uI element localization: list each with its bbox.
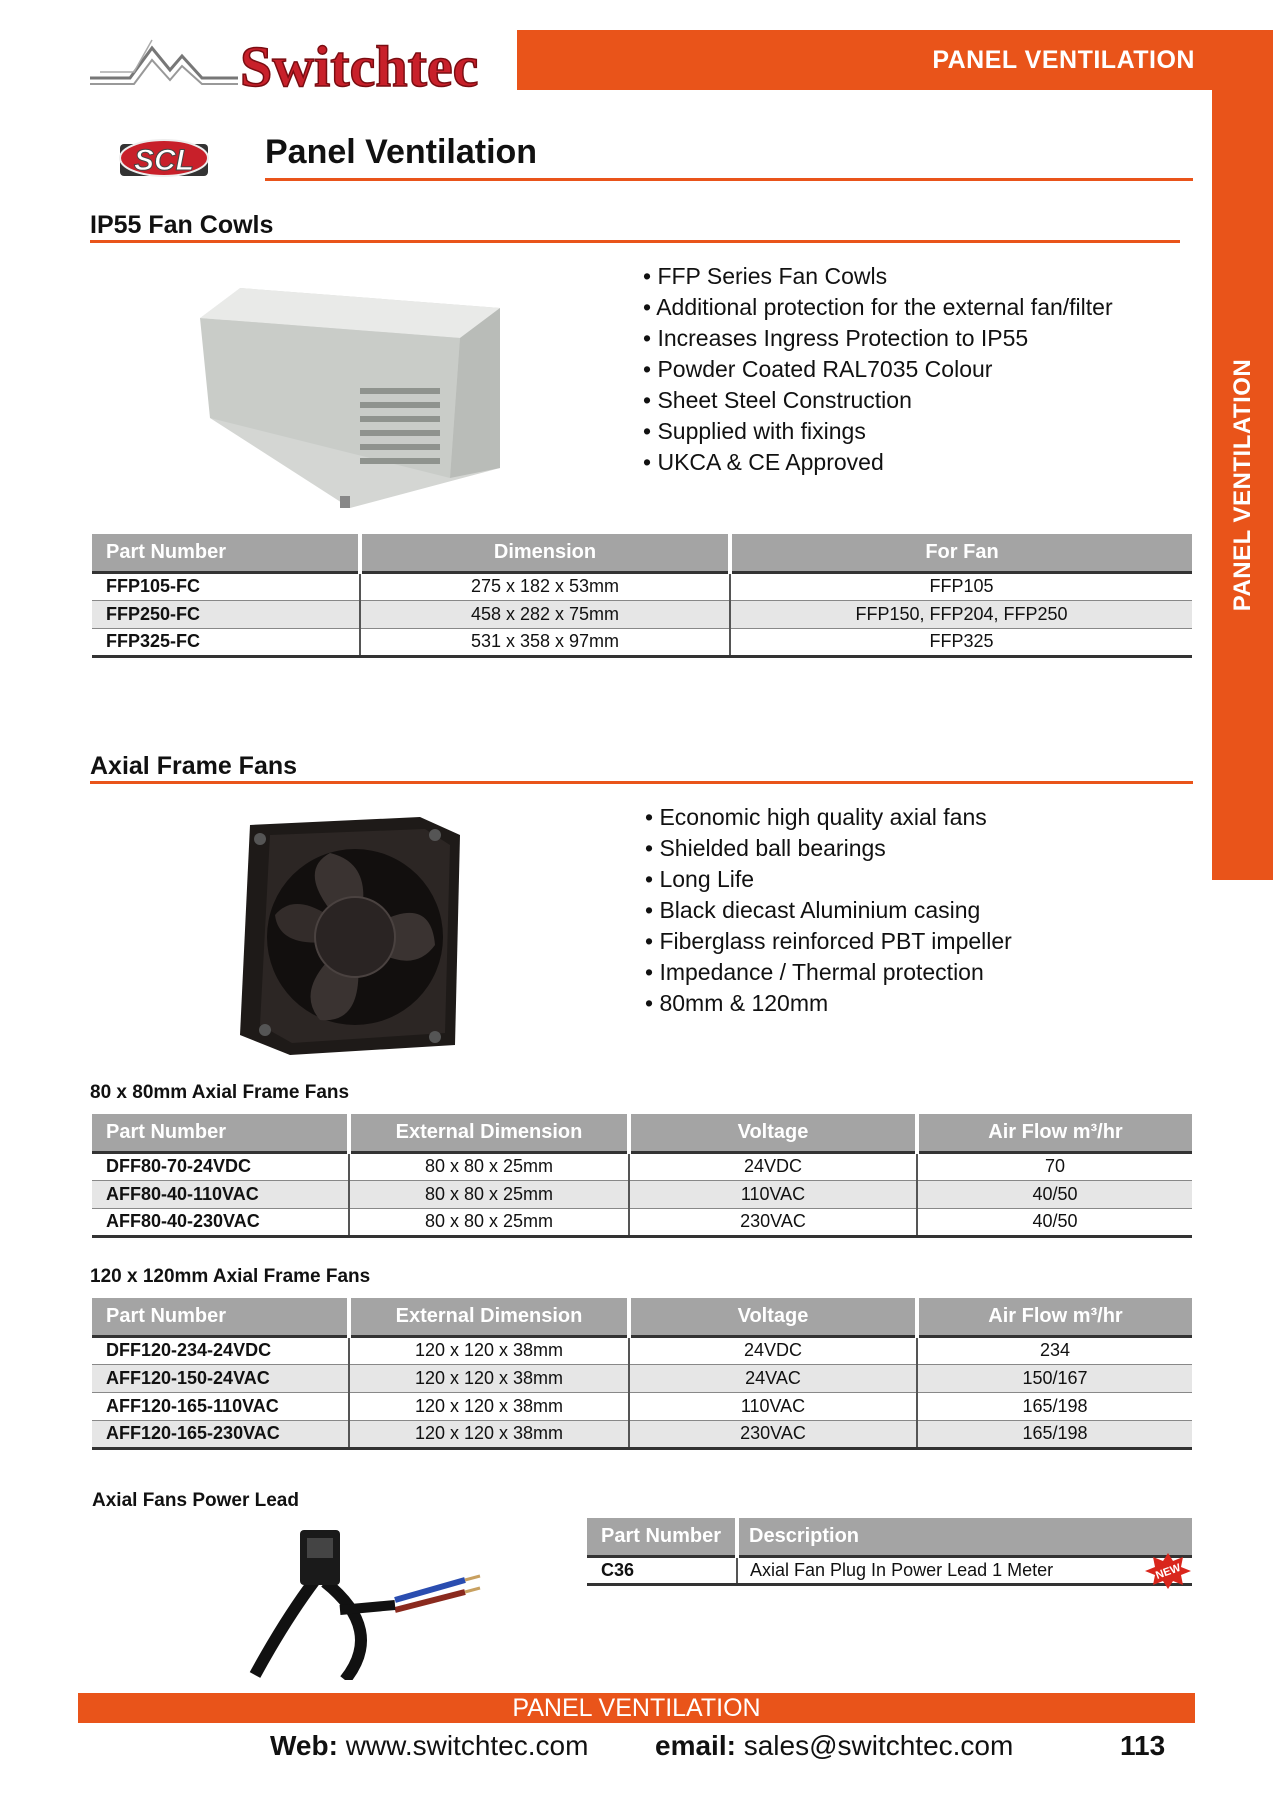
svg-text:SCL: SCL: [134, 144, 194, 177]
table-cell: FFP105: [730, 572, 1192, 600]
footer-band: [78, 1693, 1195, 1723]
title-rule: [265, 178, 1193, 181]
fan-cowls-heading: IP55 Fan Cowls: [90, 211, 274, 239]
table-row: [92, 572, 1192, 600]
email-label: email:: [655, 1730, 736, 1761]
table-cell: 80 x 80 x 25mm: [349, 1208, 629, 1236]
axial-features: [645, 802, 1012, 1019]
side-tab: [1212, 90, 1273, 880]
table-cell: FFP250-FC: [92, 600, 360, 628]
feature-item: • Shielded ball bearings: [645, 833, 1012, 864]
table-row: [92, 1152, 1192, 1180]
feature-item: • Supplied with fixings: [643, 416, 1113, 447]
footer-band-label: PANEL VENTILATION: [512, 1694, 761, 1722]
table-cell: 40/50: [917, 1208, 1192, 1236]
table-80-title: 80 x 80mm Axial Frame Fans: [90, 1082, 350, 1103]
table-cell: 165/198: [917, 1420, 1192, 1448]
table-cell: FFP325-FC: [92, 628, 360, 656]
table-row: [92, 628, 1192, 656]
column-header: Part Number: [92, 534, 360, 572]
table-120-title: 120 x 120mm Axial Frame Fans: [90, 1266, 371, 1287]
axial-fan-image: [230, 805, 465, 1055]
fan-cowls-table: [92, 534, 1192, 658]
table-cell: 24VDC: [629, 1336, 917, 1364]
table-cell: 120 x 120 x 38mm: [349, 1420, 629, 1448]
feature-item: • UKCA & CE Approved: [643, 447, 1113, 478]
column-header: Dimension: [360, 534, 730, 572]
side-tab-label: PANEL VENTILATION: [1228, 358, 1256, 612]
header-band: [517, 30, 1273, 90]
table-cell: 150/167: [917, 1364, 1192, 1392]
table-row: [92, 1392, 1192, 1420]
table-cell: AFF120-150-24VAC: [92, 1364, 349, 1392]
column-header: External Dimension: [349, 1298, 629, 1336]
table-row: [92, 1208, 1192, 1236]
table-cell: 234: [917, 1336, 1192, 1364]
power-lead-image: [245, 1520, 485, 1680]
table-cell: 458 x 282 x 75mm: [360, 600, 730, 628]
table-row: [92, 1336, 1192, 1364]
feature-item: • Economic high quality axial fans: [645, 802, 1012, 833]
table-cell: Axial Fan Plug In Power Lead 1 Meter: [737, 1556, 1192, 1584]
column-header: Part Number: [587, 1518, 737, 1556]
footer-web: [270, 1730, 588, 1762]
table-cell: 120 x 120 x 38mm: [349, 1364, 629, 1392]
svg-text:NEW: NEW: [1154, 1561, 1183, 1582]
column-header: Part Number: [92, 1114, 349, 1152]
table-cell: 120 x 120 x 38mm: [349, 1392, 629, 1420]
svg-text:Switchtec: Switchtec: [240, 34, 479, 92]
feature-item: • Additional protection for the external fan/filter: [643, 292, 1113, 323]
column-header: External Dimension: [349, 1114, 629, 1152]
table-cell: DFF120-234-24VDC: [92, 1336, 349, 1364]
feature-item: • 80mm & 120mm: [645, 988, 1012, 1019]
table-cell: 80 x 80 x 25mm: [349, 1180, 629, 1208]
table-cell: 230VAC: [629, 1208, 917, 1236]
table-cell: C36: [587, 1556, 737, 1584]
page-title: Panel Ventilation: [265, 133, 538, 171]
column-header: Air Flow m³/hr: [917, 1298, 1192, 1336]
axial-120-table: [92, 1298, 1192, 1450]
feature-item: • Increases Ingress Protection to IP55: [643, 323, 1113, 354]
fan-cowls-features: [643, 261, 1113, 478]
table-cell: DFF80-70-24VDC: [92, 1152, 349, 1180]
table-cell: 40/50: [917, 1180, 1192, 1208]
table-cell: 120 x 120 x 38mm: [349, 1336, 629, 1364]
table-cell: AFF120-165-230VAC: [92, 1420, 349, 1448]
axial-heading: Axial Frame Fans: [90, 752, 298, 780]
table-cell: FFP150, FFP204, FFP250: [730, 600, 1192, 628]
power-lead-title: Axial Fans Power Lead: [92, 1490, 299, 1511]
table-cell: 110VAC: [629, 1180, 917, 1208]
fan-cowl-image: [200, 268, 520, 518]
table-cell: 110VAC: [629, 1392, 917, 1420]
feature-item: • Sheet Steel Construction: [643, 385, 1113, 416]
column-header: Description: [737, 1518, 1192, 1556]
web-label: Web:: [270, 1730, 338, 1761]
axial-rule: [90, 781, 1193, 784]
table-cell: AFF120-165-110VAC: [92, 1392, 349, 1420]
feature-item: • FFP Series Fan Cowls: [643, 261, 1113, 292]
scl-logo: [118, 132, 210, 180]
table-cell: 275 x 182 x 53mm: [360, 572, 730, 600]
table-row: [92, 1420, 1192, 1448]
table-cell: 80 x 80 x 25mm: [349, 1152, 629, 1180]
feature-item: • Impedance / Thermal protection: [645, 957, 1012, 988]
column-header: For Fan: [730, 534, 1192, 572]
table-row: [587, 1556, 1192, 1584]
table-cell: 24VDC: [629, 1152, 917, 1180]
column-header: Part Number: [92, 1298, 349, 1336]
fan-cowls-rule: [90, 240, 1180, 243]
email-link[interactable]: sales@switchtec.com: [743, 1730, 1014, 1761]
power-lead-table: [587, 1518, 1192, 1586]
column-header: Air Flow m³/hr: [917, 1114, 1192, 1152]
table-cell: 24VAC: [629, 1364, 917, 1392]
switchtec-logo: [90, 30, 480, 92]
footer-email: [655, 1730, 1013, 1762]
table-cell: FFP325: [730, 628, 1192, 656]
feature-item: • Black diecast Aluminium casing: [645, 895, 1012, 926]
column-header: Voltage: [629, 1298, 917, 1336]
table-row: [92, 1364, 1192, 1392]
table-cell: 531 x 358 x 97mm: [360, 628, 730, 656]
table-cell: AFF80-40-230VAC: [92, 1208, 349, 1236]
page-number: 113: [1120, 1730, 1166, 1761]
table-cell: 230VAC: [629, 1420, 917, 1448]
table-cell: 165/198: [917, 1392, 1192, 1420]
table-cell: FFP105-FC: [92, 572, 360, 600]
table-row: [92, 1180, 1192, 1208]
column-header: Voltage: [629, 1114, 917, 1152]
feature-item: • Powder Coated RAL7035 Colour: [643, 354, 1113, 385]
web-link[interactable]: www.switchtec.com: [345, 1730, 589, 1761]
feature-item: • Fiberglass reinforced PBT impeller: [645, 926, 1012, 957]
header-band-title: PANEL VENTILATION: [932, 45, 1195, 74]
table-row: [92, 600, 1192, 628]
new-badge: [1145, 1553, 1191, 1589]
axial-80-table: [92, 1114, 1192, 1238]
feature-item: • Long Life: [645, 864, 1012, 895]
table-cell: AFF80-40-110VAC: [92, 1180, 349, 1208]
table-cell: 70: [917, 1152, 1192, 1180]
